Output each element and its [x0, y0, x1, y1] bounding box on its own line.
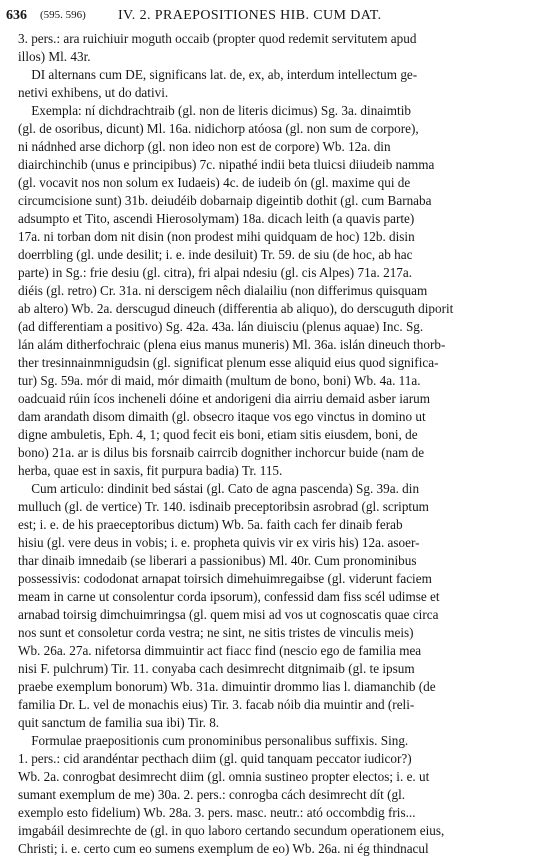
page-reference: (595. 596)	[40, 9, 86, 21]
text-line: DI alternans cum DE, significans lat. de, ex, ab, interdum intellectum ge-	[18, 67, 418, 82]
text-line: meam in carne ut consolentur corda ipsorum), confessid dam fiss scél udimse et	[18, 589, 440, 604]
text-line: adsumpto et Tito, ascendi Hierosolymam) 18a. dicach leith (a quavis parte)	[18, 211, 415, 226]
text-line: ab altero) Wb. 2a. derscugud dineuch (differentia ab aliquo), do derscuguth diporit	[18, 301, 454, 316]
text-line: circumcisione sunt) 31b. deiudéib dobarnaip digeintib dothit (gl. cum Barnaba	[18, 193, 432, 208]
text-line: est; i. e. de his praeceptoribus dictum) Wb. 5a. faith cach fer dinaib ferab	[18, 517, 403, 532]
text-line: Wb. 2a. conrogbat desimrecht diim (gl. omnia sustineo propter electos; i. e. ut	[18, 769, 430, 784]
text-line: 17a. ni torban dom nit disin (non prodest mihi quidquam de hoc) 12b. disin	[18, 229, 415, 244]
text-line: nisi F. pulchrum) Tir. 11. conyaba cach desimrecht ditgnimaib (gl. te ipsum	[18, 661, 415, 676]
text-line: arnabad toirsig dimchuimringsa (gl. quem misi ad vos ut cognoscatis quae circa	[18, 607, 439, 622]
text-line: Cum articulo: dindinit bed sástai (gl. Cato de agna pascenda) Sg. 39a. din	[18, 481, 420, 496]
text-line: illos) Ml. 43r.	[18, 49, 91, 64]
text-line: lán alám ditherfochraic (plena eius manus muneris) Ml. 36a. islán dineuch thorb-	[18, 337, 446, 352]
text-line: ni nádnhed arse dichorp (gl. non ideo non est de corpore) Wb. 12a. din	[18, 139, 391, 154]
text-line: tur) Sg. 59a. mór di maid, mór dimaith (multum de bono, boni) Wb. 4a. 11a.	[18, 373, 421, 388]
text-line: diairchinchib (unus e principibus) 7c. nipathé indii beta tluicsi diiudeib namma	[18, 157, 435, 172]
text-line: oadcuaid rúin ícos incheneli dóine et andorigeni dia airriu demaid asber iarum	[18, 391, 430, 406]
text-line: mulluch (gl. de vertice) Tr. 140. isdinaib preceptoribsin asrobrad (gl. scriptum	[18, 499, 429, 514]
text-line: 3. pers.: ara ruichiuir moguth occaib (propter quod redemit servitutem apud	[18, 31, 417, 46]
text-line: ther tresinnainmnigudsin (gl. significat plenum esse aliquid eius quod significa-	[18, 355, 439, 370]
page-number: 636	[6, 8, 27, 23]
text-line: Wb. 26a. 27a. nifetorsa dimmuintir act fiacc find (nescio ego de familia mea	[18, 643, 422, 658]
text-line: quit sanctum de familia sua ibi) Tir. 8.	[18, 715, 220, 730]
text-line: nos sunt et consoletur corda vestra; ne sint, ne sitis tristes de vinculis meis)	[18, 625, 414, 640]
text-line: (gl. de osoribus, dicunt) Ml. 16a. nidichorp atóosa (gl. non sum de corpore),	[18, 121, 419, 136]
page-header	[6, 8, 528, 28]
text-line: imgabáil desimrechte de (gl. in quo laboro certando secundum operationem eius,	[18, 823, 445, 838]
text-line: (ad differentiam a positivo) Sg. 42a. 43a. lán diuisciu (plenus aquae) Inc. Sg.	[18, 319, 424, 334]
text-line: 1. pers.: cid arandéntar pecthach diim (gl. quid tanquam peccator iudicor?)	[18, 751, 412, 766]
text-line: doerrbling (gl. unde desilit; i. e. inde desiluit) Tr. 59. de siu (de hoc, ab hac	[18, 247, 413, 262]
text-line: praebe exemplum bonorum) Wb. 31a. dimuintir drommo lias l. diamanchib (de	[18, 679, 436, 694]
text-line: diéis (gl. retro) Cr. 31a. ni derscigem nêch dialailiu (non differimus quisquam	[18, 283, 428, 298]
text-line: Formulae praepositionis cum pronominibus personalibus suffixis. Sing.	[18, 733, 409, 748]
text-line: dam arandath disom dimaith (gl. obsecro itaque vos ego vinctus in domino ut	[18, 409, 426, 424]
text-line: parte) in Sg.: frie desiu (gl. citra), fri alpai ndesiu (gl. cis Alpes) 71a. 217a.	[18, 265, 413, 280]
text-line: bono) 21a. ar is dilus bis forsnaib cairrcib dognither inchorcur buide (nam de	[18, 445, 425, 460]
text-line: thar dinaib imnedaib (se liberari a passionibus) Ml. 40r. Cum pronominibus	[18, 553, 417, 568]
text-line: Christi; i. e. certo cum eo sumens exemplum de eo) Wb. 26a. ni ég thindnacul	[18, 841, 429, 856]
text-line: familia Dr. L. vel de monachis eius) Tir. 3. facab nóib dia muintir and (reli-	[18, 697, 415, 712]
text-line: hisiu (gl. vere deus in vobis; i. e. propheta quivis vir ex viris his) 12a. asoer-	[18, 535, 420, 550]
running-title: IV. 2. PRAEPOSITIONES HIB. CUM DAT.	[118, 8, 382, 23]
text-line: (gl. vocavit nos non solum ex Iudaeis) 4c. de iudeib ón (gl. maxime qui de	[18, 175, 411, 190]
text-line: netivi exhibens, ut do dativi.	[18, 85, 169, 100]
text-line: digne ambuletis, Eph. 4, 1; quod fecit eis boni, etiam sitis eiusdem, boni, de	[18, 427, 418, 442]
text-line: exemplo esto fidelium) Wb. 28a. 3. pers. masc. neutr.: ató occombdig fris...	[18, 805, 416, 820]
text-line: herba, quae est in saxis, fit purpura badia) Tr. 115.	[18, 463, 283, 478]
text-line: Exempla: ní dichdrachtraib (gl. non de literis dicimus) Sg. 3a. dinaimtib	[18, 103, 411, 118]
text-line: possessivis: cododonat arnapat toirsich dimehuimregaibse (gl. viderunt faciem	[18, 571, 432, 586]
text-line: sumant exemplum de me) 30a. 2. pers.: conrogba cách desimrecht dít (gl.	[18, 787, 406, 802]
